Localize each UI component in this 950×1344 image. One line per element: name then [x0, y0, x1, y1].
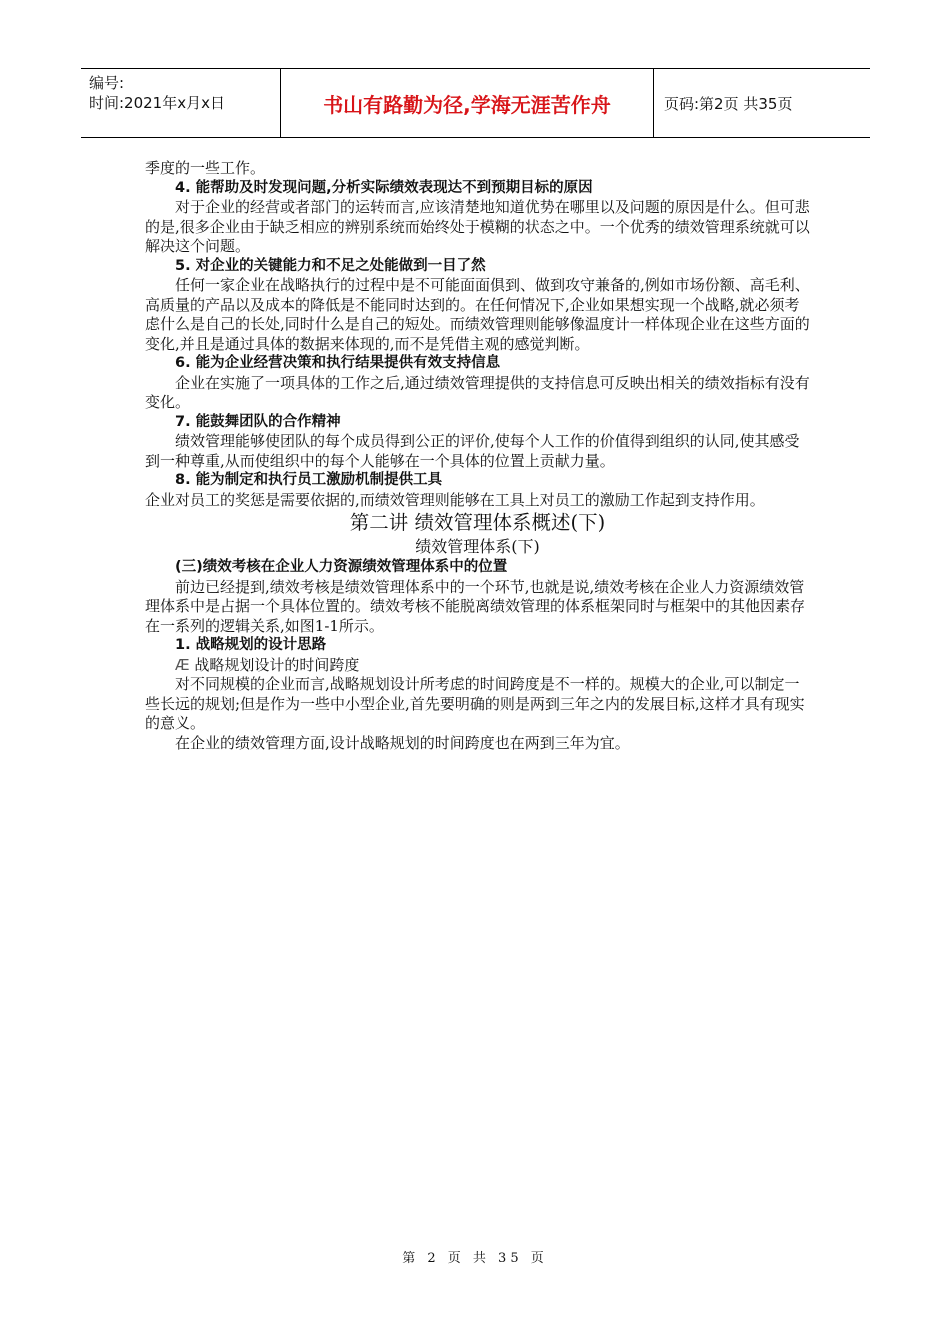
intro-tail: 季度的一些工作。	[145, 159, 266, 177]
page-info: 页码:第2页 共35页	[664, 94, 793, 113]
section-5-title: 5. 对企业的关键能力和不足之处能做到一目了然	[175, 257, 486, 274]
header-meta-cell	[81, 69, 281, 137]
document-body	[145, 159, 810, 753]
section-1-text-1: 对不同规模的企业而言,战略规划设计所考虑的时间跨度是不一样的。规模大的企业,可以制定一些长远的规划;但是作为一些中小型企业,首先要明确的则是两到三年之内的发展目标,这样才具有现实的意义。	[145, 675, 805, 732]
section-7-title: 7. 能鼓舞团队的合作精神	[175, 413, 341, 430]
section-7-text: 绩效管理能够使团队的每个成员得到公正的评价,使每个人工作的价值得到组织的认同,使其感受到一种尊重,从而使组织中的每个人能够在一个具体的位置上贡献力量。	[145, 432, 800, 470]
section-8-title: 8. 能为制定和执行员工激励机制提供工具	[175, 472, 443, 488]
document-header	[81, 68, 870, 138]
bullet-text: 战略规划设计的时间跨度	[194, 655, 360, 674]
section-5-text: 任何一家企业在战略执行的过程中是不可能面面俱到、做到攻守兼备的,例如市场份额、高毛利、高质量的产品以及成本的降低是不能同时达到的。在任何情况下,企业如果想实现一个战略,就必须考虑什么是自己的长处,同时什么是自己的短处。而绩效管理则能够像温度计一样体现企业在这些方面的变化,并且是通过具体的数据来体现的,而不是凭借主观的感觉判断。	[145, 276, 810, 353]
bullet-line	[145, 656, 810, 676]
section-1-title: 1. 战略规划的设计思路	[175, 637, 327, 653]
time-label: 时间:2021年x月x日	[89, 94, 225, 112]
section-4-title: 4. 能帮助及时发现问题,分析实际绩效表现达不到预期目标的原因	[175, 179, 593, 196]
section-3-text: 前边已经提到,绩效考核是绩效管理体系中的一个环节,也就是说,绩效考核在企业人力资源绩效管理体系中是占据一个具体位置的。绩效考核不能脱离绩效管理的体系框架同时与框架中的其他因素存在一系列的逻辑关系,如图1-1所示。	[145, 577, 806, 635]
section-4-text: 对于企业的经营或者部门的运转而言,应该清楚地知道优势在哪里以及问题的原因是什么。但可悲的是,很多企业由于缺乏相应的辨别系统而始终处于模糊的状态之中。一个优秀的绩效管理系统就可以解决这个问题。	[145, 198, 810, 255]
page-footer: 第 2 页 共 35 页	[402, 1251, 548, 1266]
bullet-icon: Æ	[175, 655, 190, 674]
subtitle: 绩效管理体系(下)	[415, 537, 540, 556]
motto: 书山有路勤为径,学海无涯苦作舟	[281, 69, 654, 137]
section-1-text-2: 在企业的绩效管理方面,设计战略规划的时间跨度也在两到三年为宜。	[175, 733, 630, 752]
lecture-title: 第二讲 绩效管理体系概述(下)	[349, 511, 606, 534]
section-6-text: 企业在实施了一项具体的工作之后,通过绩效管理提供的支持信息可反映出相关的绩效指标有没有变化。	[145, 373, 810, 411]
number-label: 编号:	[89, 74, 125, 92]
section-6-title: 6. 能为企业经营决策和执行结果提供有效支持信息	[175, 355, 501, 371]
section-8-text: 企业对员工的奖惩是需要依据的,而绩效管理则能够在工具上对员工的激励工作起到支持作用。	[145, 490, 765, 509]
section-3-title: (三)绩效考核在企业人力资源绩效管理体系中的位置	[175, 559, 508, 575]
